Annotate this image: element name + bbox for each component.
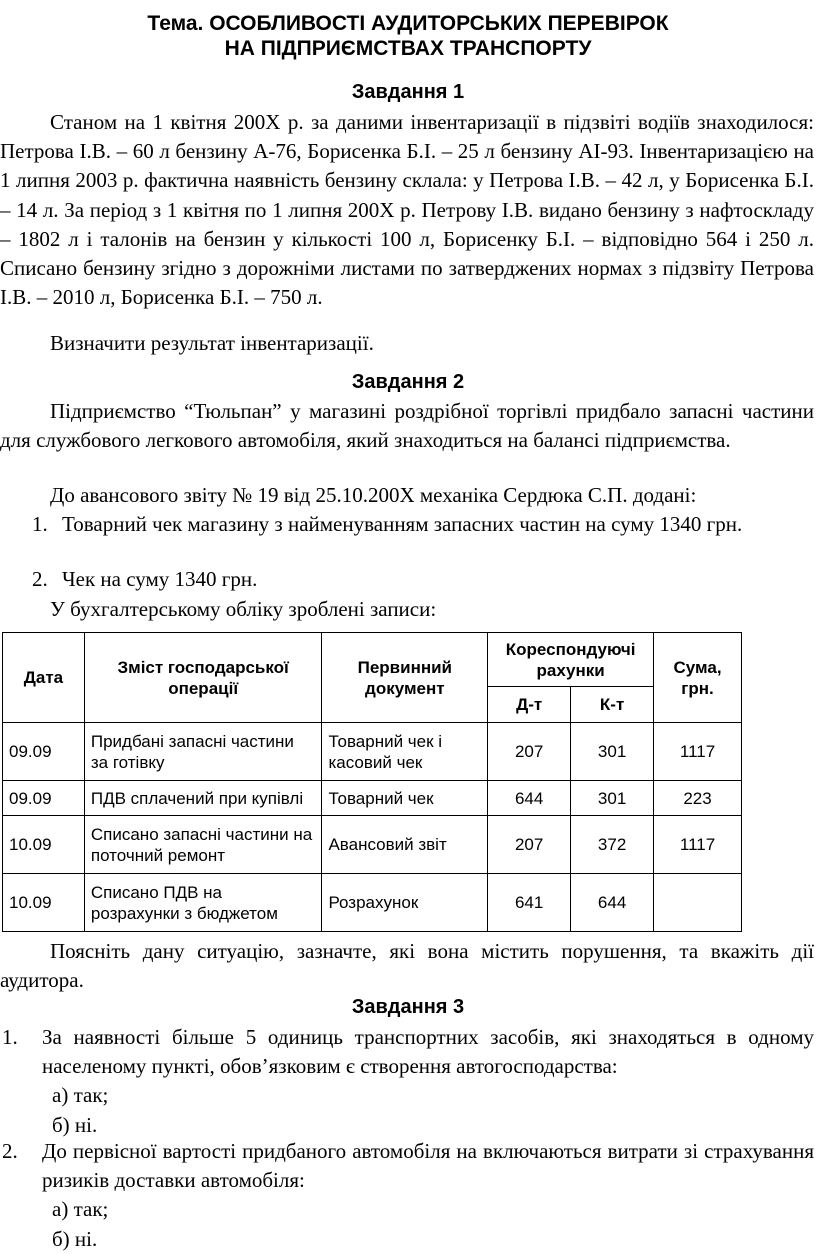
task1-question: Визначити результат інвентаризації. [50,331,374,355]
table-row [3,816,742,874]
question-text: За наявності більше 5 одиниць транспортних засобів, які знаходяться в одному населеному пункті, обов’язковим є створення автогосподарства: [42,1025,814,1079]
table-row [3,781,742,816]
task2-heading: Завдання 2 [351,371,465,393]
header-debit: Д-т [488,687,571,723]
question-number: 2. [2,1139,18,1163]
task2-after-table: Поясніть дану ситуацію, зазначте, які вона містить порушення, та вкажіть дії аудитора. [0,939,814,993]
accounting-entries-table [2,632,742,932]
table-row [3,874,742,932]
attachment-number: 1. [32,512,48,536]
header-credit: К-т [571,687,654,723]
task2-table-intro: У бухгалтерському обліку зроблені записи: [50,597,437,621]
cell-date: 10.09 [3,874,85,932]
cell-content: Списано запасні частини на поточний ремонт [84,816,322,874]
attachment-item [32,510,814,539]
task2-text: Підприємство “Тюльпан” у магазині роздрібної торгівлі придбало запасні частини для службового легкового автомобіля, який знаходиться на балансі підприємства. [0,399,814,453]
test-question [2,1137,814,1254]
attachment-text: Товарний чек магазину з найменуванням запасних частин на суму 1340 грн. [62,512,743,536]
question-text: До первісної вартості придбаного автомобіля на включаються витрати зі страхування ризиків доставки автомобіля: [42,1139,814,1193]
attachment-item [32,565,814,594]
cell-sum: 1117 [654,816,742,874]
task2-report-intro: До авансового звіту № 19 від 25.10.200Х механіка Сердюка С.П. додані: [50,483,697,507]
cell-sum: 223 [654,781,742,816]
cell-sum [654,874,742,932]
cell-credit: 644 [571,874,654,932]
cell-debit: 207 [488,816,571,874]
cell-content: Придбані запасні частини за готівку [84,723,322,781]
cell-debit: 641 [488,874,571,932]
task3-heading: Завдання 3 [351,996,465,1018]
cell-debit: 207 [488,723,571,781]
cell-sum: 1117 [654,723,742,781]
cell-date: 09.09 [3,723,85,781]
cell-credit: 301 [571,723,654,781]
cell-debit: 644 [488,781,571,816]
title-line-1: Тема. ОСОБЛИВОСТІ АУДИТОРСЬКИХ ПЕРЕВІРОК [147,12,669,35]
header-content: Зміст господарської операції [84,633,322,723]
cell-document: Товарний чек і касовий чек [322,723,488,781]
attachment-number: 2. [32,567,48,591]
cell-document: Розрахунок [322,874,488,932]
task1-text: Станом на 1 квітня 200Х р. за даними інвентаризації в підзвіті водіїв знаходилося: Петрова І.В. – 60 л бензину А-76, Борисенка Б.І. – 25 л бензину АІ-93. Інвентаризацією на 1 липня 2003 р. фактична наявність бензину склала: у Петрова І.В. – 42 л, у Борисенка Б.І. – 14 л. За період з 1 квітня по 1 липня 200Х р. Петрову І.В. видано бензину з нафтоскладу – 1802 л і талонів на бензин у кількості 100 л, Борисенку Б.І. – відповідно 564 і 250 л. Списано бензину згідно з дорожніми листами по затверджених нормах з підзвіту Петрова І.В. – 2010 л, Борисенка Б.І. – 750 л. [0,110,814,310]
cell-content: Списано ПДВ на розрахунки з бюджетом [84,874,322,932]
cell-content: ПДВ сплачений при купівлі [84,781,322,816]
cell-date: 09.09 [3,781,85,816]
task1-heading: Завдання 1 [351,81,465,103]
cell-credit: 372 [571,816,654,874]
cell-date: 10.09 [3,816,85,874]
question-number: 1. [2,1025,18,1049]
header-date: Дата [3,633,85,723]
answer-option: а) так; [52,1197,109,1222]
test-question [2,1023,814,1140]
header-accounts: Кореспондуючі рахунки [488,633,654,687]
answer-option: а) так; [52,1083,109,1108]
answer-option: б) ні. [52,1226,98,1251]
page-title [0,11,816,61]
cell-document: Авансовий звіт [322,816,488,874]
header-sum: Сума, грн. [654,633,742,723]
attachment-text: Чек на суму 1340 грн. [62,567,258,591]
title-line-2: НА ПІДПРИЄМСТВАХ ТРАНСПОРТУ [224,37,592,60]
header-document: Первинний документ [322,633,488,723]
cell-credit: 301 [571,781,654,816]
table-row [3,723,742,781]
cell-document: Товарний чек [322,781,488,816]
answer-option: б) ні. [52,1112,98,1137]
